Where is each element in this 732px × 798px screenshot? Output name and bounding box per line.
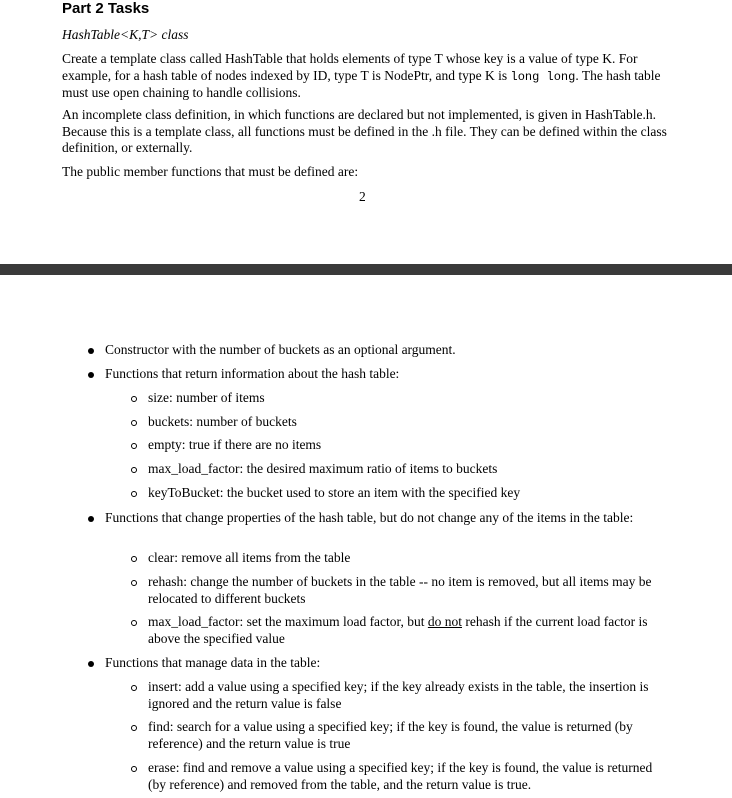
hollow-bullet-icon bbox=[131, 766, 137, 772]
sub-list-item bbox=[148, 760, 668, 793]
page-number: 2 bbox=[359, 189, 366, 204]
bullet-icon bbox=[88, 372, 94, 378]
list-item bbox=[105, 366, 665, 383]
sub-list-item-text: empty: true if there are no items bbox=[148, 437, 322, 452]
paragraph-intro-text: Create a template class called HashTable that holds elements of type T whose key is a value of type K. For example, for a hash table of nodes indexed by ID, type T is NodePtr, and type K is bbox=[62, 51, 638, 83]
list-item bbox=[105, 510, 665, 527]
hollow-bullet-icon bbox=[131, 620, 137, 626]
list-item-text: Functions that change properties of the hash table, but do not change any of the items in the table: bbox=[105, 510, 634, 525]
paragraph-incomplete-class: An incomplete class definition, in which functions are declared but not implemented, is given in HashTable.h. Because this is a template class, all functions must be defined in the .h file. They can be defined within the class definition, or externally. bbox=[62, 107, 667, 155]
sub-list-item-text: buckets: number of buckets bbox=[148, 414, 297, 429]
sub-list-item bbox=[148, 679, 668, 712]
bullet-icon bbox=[88, 516, 94, 522]
sub-list-item bbox=[148, 719, 668, 752]
sub-list-item-text: size: number of items bbox=[148, 390, 265, 405]
sub-list-item bbox=[148, 574, 668, 607]
sub-list-item-text: insert: add a value using a specified key; if the key already exists in the table, the insertion is ignored and the return value is false bbox=[148, 679, 649, 711]
sub-list-item bbox=[148, 414, 668, 431]
list-item bbox=[105, 655, 665, 672]
sub-list-item bbox=[148, 550, 668, 567]
document-page-2 bbox=[0, 275, 732, 798]
sub-list-item-text: clear: remove all items from the table bbox=[148, 550, 351, 565]
hollow-bullet-icon bbox=[131, 443, 137, 449]
inline-code: long long bbox=[510, 69, 576, 84]
bullet-icon bbox=[88, 661, 94, 667]
hollow-bullet-icon bbox=[131, 685, 137, 691]
paragraph-intro-text-end: . The hash table must use open chaining to handle collisions. bbox=[62, 67, 661, 100]
sub-list-item bbox=[148, 390, 668, 407]
sub-list-item-text: max_load_factor: the desired maximum ratio of items to buckets bbox=[148, 461, 498, 476]
sub-list-item-text: max_load_factor: set the maximum load factor, but bbox=[148, 614, 428, 629]
list-item-text: Functions that return information about the hash table: bbox=[105, 366, 400, 381]
list-item bbox=[105, 342, 665, 359]
hollow-bullet-icon bbox=[131, 467, 137, 473]
hollow-bullet-icon bbox=[131, 396, 137, 402]
hollow-bullet-icon bbox=[131, 725, 137, 731]
document-page-1 bbox=[0, 0, 732, 264]
hollow-bullet-icon bbox=[131, 420, 137, 426]
list-item-text: Functions that manage data in the table: bbox=[105, 655, 321, 670]
sub-list-item-text: erase: find and remove a value using a specified key; if the key is found, the value is returned (by reference) and removed from the table, and the return value is true. bbox=[148, 760, 653, 792]
page-separator bbox=[0, 264, 732, 275]
paragraph-public-functions: The public member functions that must be defined are: bbox=[62, 164, 359, 179]
sub-list-item bbox=[148, 437, 668, 454]
sub-list-item-text: rehash: change the number of buckets in the table -- no item is removed, but all items may be relocated to different buckets bbox=[148, 574, 652, 606]
sub-list-item-text: find: search for a value using a specified key; if the key is found, the value is returned (by reference) and the return value is true bbox=[148, 719, 633, 751]
sub-list-item bbox=[148, 614, 668, 647]
list-item-text: Constructor with the number of buckets as an optional argument. bbox=[105, 342, 456, 357]
sub-list-item bbox=[148, 461, 668, 478]
hollow-bullet-icon bbox=[131, 580, 137, 586]
bullet-icon bbox=[88, 348, 94, 354]
sub-list-item-text-end: rehash if the current load factor is above the specified value bbox=[148, 614, 648, 646]
sub-list-item-text: keyToBucket: the bucket used to store an item with the specified key bbox=[148, 485, 521, 500]
hollow-bullet-icon bbox=[131, 556, 137, 562]
sub-list-item bbox=[148, 485, 668, 502]
emphasis-underline: do not bbox=[427, 614, 463, 629]
class-title: HashTable<K,T> class bbox=[62, 27, 189, 42]
section-heading: Part 2 Tasks bbox=[62, 0, 150, 17]
paragraph-intro bbox=[62, 51, 668, 102]
hollow-bullet-icon bbox=[131, 491, 137, 497]
